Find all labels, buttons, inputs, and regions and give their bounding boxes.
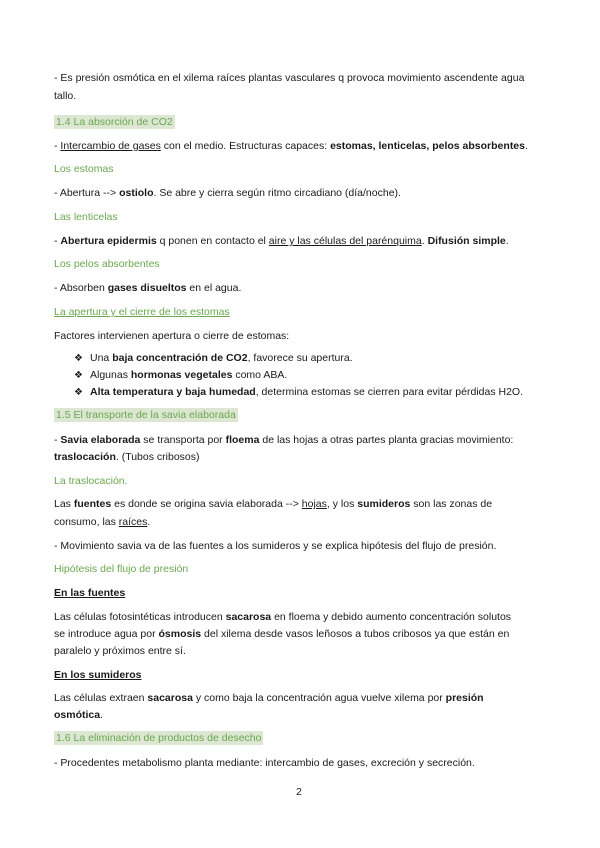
subheading-lenticelas: Las lenticelas (54, 211, 118, 223)
paragraph-fuentes-line-2: se introduce agua por ósmosis del xilema desde vasos leñosos a tubos cribosos ya que están en (54, 628, 510, 640)
subheading-traslocacion: La traslocación. (54, 475, 128, 487)
section-heading-1-5: 1.5 El transporte de la savia elaborada (56, 409, 236, 421)
subheading-hipotesis: Hipótesis del flujo de presión (54, 563, 189, 575)
paragraph-factores: Factores intervienen apertura o cierre de estomas: (54, 330, 290, 342)
paragraph-traslocacion-line-2: consumo, las raíces. (54, 516, 151, 528)
paragraph-intercambio: - Intercambio de gases con el medio. Estructuras capaces: estomas, lenticelas, pelos absorbentes. (54, 140, 528, 152)
diamond-bullet-icon: ❖ (74, 387, 83, 398)
diamond-bullet-icon: ❖ (74, 370, 83, 381)
paragraph-savia-line-1: - Savia elaborada se transporta por floema de las hojas a otras partes planta gracias movimiento: (54, 434, 514, 446)
intro-line-1: - Es presión osmótica en el xilema raíces plantas vasculares q provoca movimiento ascendente agua (54, 72, 525, 84)
paragraph-procedentes: - Procedentes metabolismo planta mediante: intercambio de gases, excreción y secreción. (54, 757, 475, 769)
subheading-estomas: Los estomas (54, 163, 114, 175)
subheading-apertura: La apertura y el cierre de los estomas (54, 306, 230, 318)
paragraph-movimiento: - Movimiento savia va de las fuentes a los sumideros y se explica hipótesis del flujo de presión. (54, 540, 497, 552)
diamond-bullet-icon: ❖ (74, 353, 83, 364)
bullet-item: Una baja concentración de CO2, favorece su apertura. (90, 352, 353, 364)
bullet-item: Algunas hormonas vegetales como ABA. (90, 369, 288, 381)
paragraph-estomas: - Abertura --> ostiolo. Se abre y cierra según ritmo circadiano (día/noche). (54, 187, 401, 199)
subheading-pelos: Los pelos absorbentes (54, 258, 160, 270)
paragraph-sumideros-line-1: Las células extraen sacarosa y como baja la concentración agua vuelve xilema por presión (54, 692, 484, 704)
paragraph-sumideros-line-2: osmótica. (54, 709, 104, 721)
paragraph-lenticelas: - Abertura epidermis q ponen en contacto el aire y las células del parénquima. Difusión simple. (54, 235, 509, 247)
intro-line-2: tallo. (54, 90, 77, 102)
paragraph-pelos: - Absorben gases disueltos en el agua. (54, 282, 242, 294)
page-number: 2 (296, 786, 302, 798)
subheading-fuentes: En las fuentes (54, 587, 126, 599)
section-heading-1-6: 1.6 La eliminación de productos de desecho (56, 732, 262, 744)
paragraph-savia-line-2: traslocación. (Tubos cribosos) (54, 451, 200, 463)
paragraph-fuentes-line-3: paralelo y próximos entre sí. (54, 645, 186, 657)
subheading-sumideros: En los sumideros (54, 669, 142, 681)
section-heading-1-4: 1.4 La absorción de CO2 (56, 116, 173, 128)
paragraph-fuentes-line-1: Las células fotosintéticas introducen sacarosa en floema y debido aumento concentración solutos (54, 611, 512, 623)
bullet-item: Alta temperatura y baja humedad, determina estomas se cierren para evitar pérdidas H2O. (90, 386, 524, 398)
paragraph-traslocacion-line-1: Las fuentes es donde se origina savia elaborada --> hojas, y los sumideros son las zonas de (54, 498, 493, 510)
